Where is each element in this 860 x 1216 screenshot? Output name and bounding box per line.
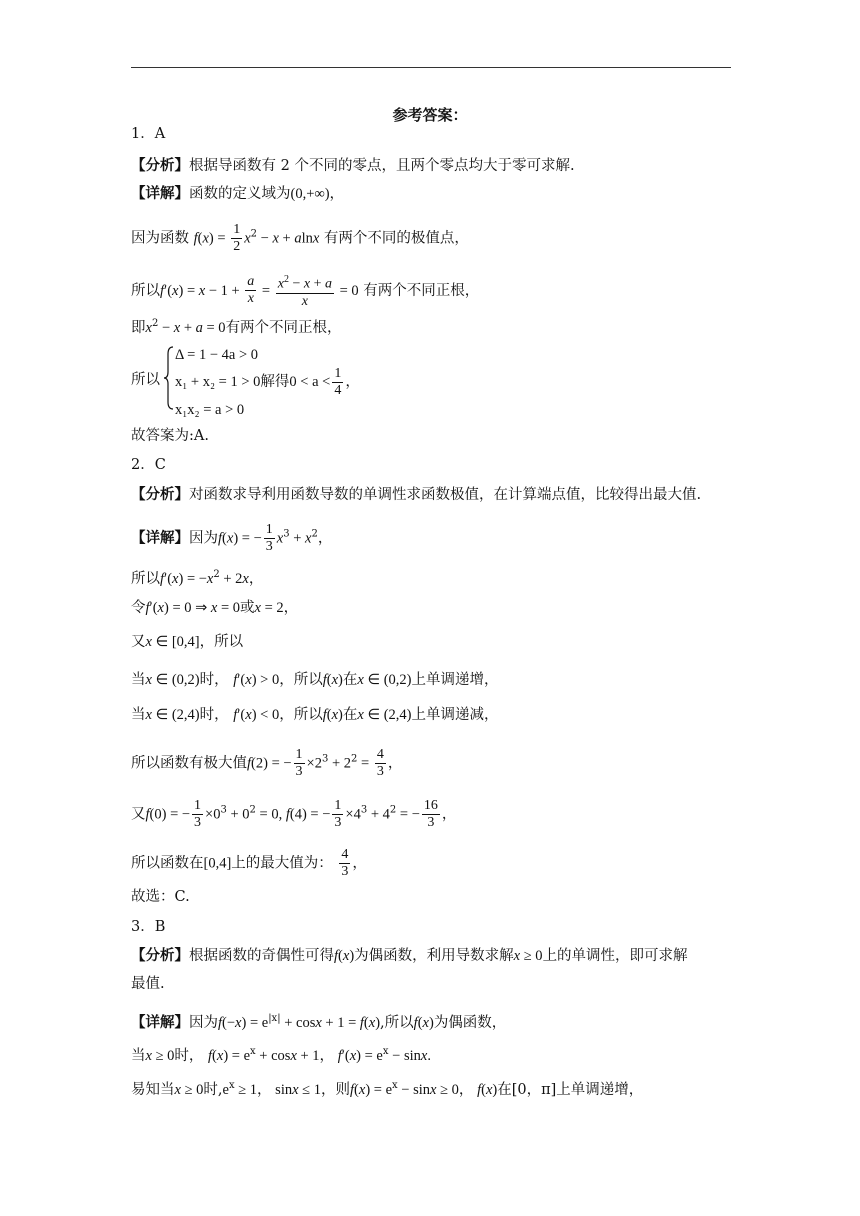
page-title: 参考答案： bbox=[392, 106, 468, 124]
q3-analysis-cont: 最值. bbox=[131, 976, 165, 992]
q1-system-row-2: x₁ + x₂ = 1 > 0解得0 < a < $\frac{1}{4}$ ， bbox=[175, 366, 360, 398]
q3-analysis: 【分析】根据函数的奇偶性可得f(x)为偶函数，利用导数求解x ≥ 0上的单调性，即可求解 bbox=[131, 947, 688, 964]
q1-system-row-3: x₁x₂ = a > 0 bbox=[175, 402, 245, 418]
q2-detail-line-2: 所以$f'(x) = -x^2 + 2x$， bbox=[131, 569, 264, 587]
q3-detail-line-3: 易知当x ≥ 0时$,e^x \ge 1$， sinx ≤ 1，则$f(x) = e^x - \sin x \ge 0$， f(x)在[0，π]上单调递增， bbox=[131, 1080, 644, 1098]
q2-detail-line-4: 又x ∈ [0,4]，所以 bbox=[131, 634, 244, 650]
q1-detail-line-4: 即$x^2 - x + a = 0$有两个不同正根， bbox=[131, 318, 342, 336]
q1-system-row-1: Δ = 1 − 4a > 0 bbox=[175, 347, 258, 363]
brace-icon bbox=[164, 346, 174, 410]
q1-number: 1．A bbox=[131, 126, 166, 142]
q3-number: 3．B bbox=[131, 919, 166, 935]
q2-detail-line-1: 【详解】因为f(x) = − $\frac{1}{3}$ $x^3 + x^2$， bbox=[131, 522, 333, 554]
q1-answer: 故答案为:A. bbox=[131, 428, 209, 444]
q2-analysis: 【分析】对函数求导利用函数导数的单调性求函数极值，在计算端点值，比较得出最大值. bbox=[131, 486, 702, 503]
q2-detail-line-8: 又f(0) = − $\frac{1}{3}$ $\times 0^3 + 0^2 = 0$, f(4) = − $\frac{1}{3}$ $\times 4^3 + 4^2$ = − $\frac{16}{3}$ ， bbox=[131, 798, 457, 830]
q1-system-label: 所以 bbox=[131, 372, 160, 388]
q2-number: 2．C bbox=[131, 457, 166, 473]
q2-detail-line-6: 当x ∈ (2,4)时， f′(x) < 0，所以f(x)在x ∈ (2,4)上单调递减， bbox=[131, 707, 499, 723]
q1-analysis: 【分析】根据导函数有 2 个不同的零点，且两个零点均大于零可求解. bbox=[131, 157, 575, 174]
q3-detail-line-2: 当x ≥ 0时， $f(x) = e^x + \cos x + 1$， $f'(x) = e^x - \sin x$. bbox=[131, 1046, 431, 1064]
q2-detail-line-3: 令f′(x) = 0 ⇒ x = 0或x = 2， bbox=[131, 600, 299, 616]
q2-answer: 故选：C. bbox=[131, 889, 190, 905]
q3-detail-line-1: 【详解】因为$f(-x) = e^{|x|} + \cos x + 1 = f(x)$,所以f(x)为偶函数， bbox=[131, 1013, 507, 1031]
q1-detail-line-3: 所以f′(x) = x − 1 + $\frac{a}{x}$ = $\frac{x^2 - x + a}{x}$ = 0 有两个不同正根， bbox=[131, 274, 480, 309]
q2-detail-line-7: 所以函数有极大值f(2) = − $\frac{1}{3}$ $\times 2^3 + 2^2$ = $\frac{4}{3}$ ， bbox=[131, 747, 403, 779]
header-rule bbox=[131, 67, 731, 68]
q2-detail-line-5: 当x ∈ (0,2)时， f′(x) > 0，所以f(x)在x ∈ (0,2)上单调递增， bbox=[131, 672, 499, 688]
q1-detail-line-1: 【详解】函数的定义域为(0,+∞)， bbox=[131, 185, 345, 202]
q2-detail-line-9: 所以函数在[0,4]上的最大值为： $\frac{4}{3}$ ， bbox=[131, 847, 367, 879]
q1-detail-line-2: 因为函数 f(x) = $\frac{1}{2}$ $x^2 - x + alnx$ 有两个不同的极值点， bbox=[131, 222, 469, 254]
